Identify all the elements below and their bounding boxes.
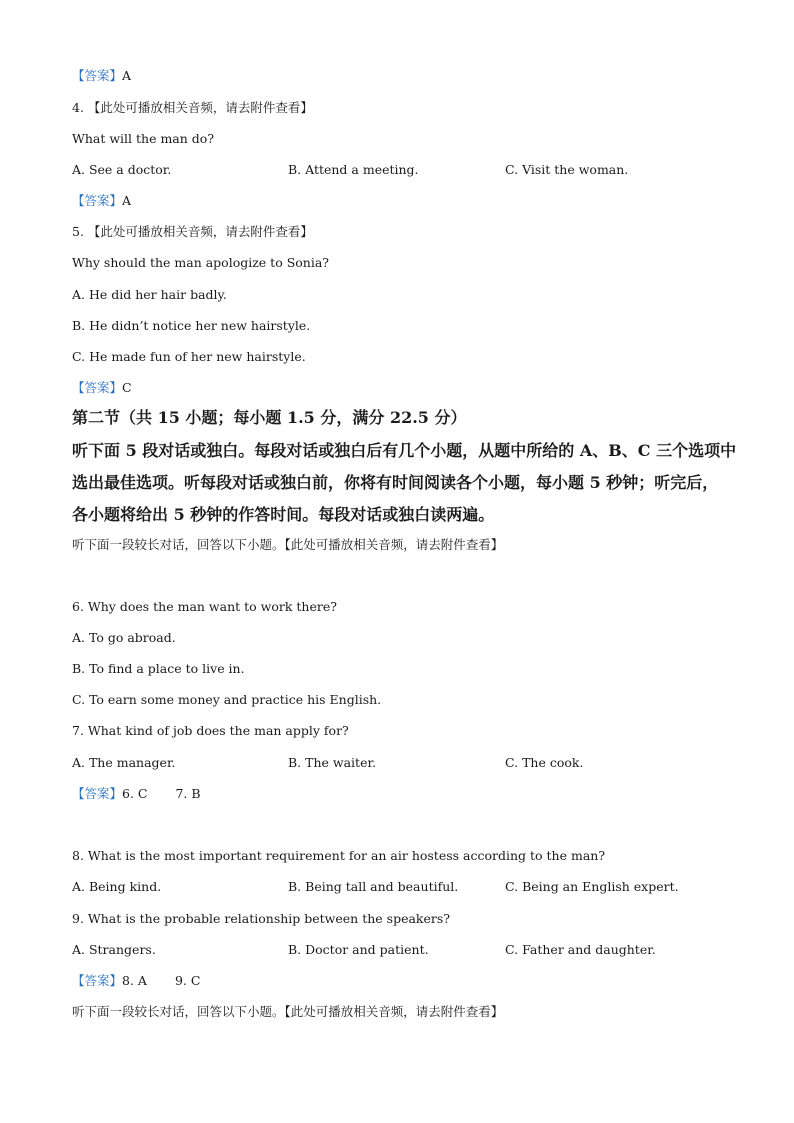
q4-audio-header: 4. 【此处可播放相关音频，请去附件查看】 <box>72 100 313 115</box>
answer-label: 【答案】 <box>72 380 123 395</box>
answer-value-7: 7. B <box>175 786 201 801</box>
dialogue-prompt-2: 听下面一段较长对话，回答以下小题。【此处可播放相关音频，请去附件查看】 <box>72 1004 504 1019</box>
answer-value: A <box>122 68 132 83</box>
q5-option-a: A. He did her hair badly. <box>72 287 227 302</box>
answer-value-8: 8. A <box>122 973 147 988</box>
q7-question: 7. What kind of job does the man apply for? <box>72 723 349 738</box>
q4-option-a: A. See a doctor. <box>72 162 172 177</box>
q5-option-b: B. He didn’t notice her new hairstyle. <box>72 318 311 333</box>
q5-answer-line <box>72 380 132 396</box>
q8-question: 8. What is the most important requirement for an air hostess according to the man? <box>72 848 606 863</box>
answer-value-9: 9. C <box>174 973 201 988</box>
section-instructions-line-1: 听下面 5 段对话或独白。每段对话或独白后有几个小题，从题中所给的 A、B、C 三个选项中 <box>72 441 737 460</box>
section-title: 第二节（共 15 小题；每小题 1.5 分，满分 22.5 分） <box>72 408 467 427</box>
q4-option-b: B. Attend a meeting. <box>288 162 419 177</box>
q7-option-c: C. The cook. <box>505 755 584 770</box>
answer-label: 【答案】 <box>72 68 123 83</box>
answer-label: 【答案】 <box>72 193 123 208</box>
answer-label: 【答案】 <box>72 786 123 801</box>
q9-option-c: C. Father and daughter. <box>505 942 656 957</box>
q9-option-a: A. Strangers. <box>72 942 156 957</box>
q7-option-b: B. The waiter. <box>288 755 377 770</box>
answer-line <box>72 68 131 84</box>
q8-option-a: A. Being kind. <box>72 879 162 894</box>
q9-question: 9. What is the probable relationship between the speakers? <box>72 911 450 926</box>
q6-option-c: C. To earn some money and practice his English. <box>72 692 382 707</box>
q9-option-b: B. Doctor and patient. <box>288 942 429 957</box>
answer-label: 【答案】 <box>72 973 123 988</box>
q4-answer-line <box>72 193 131 209</box>
section-instructions-line-3: 各小题将给出 5 秒钟的作答时间。每段对话或独白读两遍。 <box>72 505 495 524</box>
section-instructions-line-2: 选出最佳选项。听每段对话或独白前，你将有时间阅读各个小题，每小题 5 秒钟；听完后， <box>72 473 719 492</box>
q6-question: 6. Why does the man want to work there? <box>72 599 337 614</box>
q7-option-a: A. The manager. <box>72 755 176 770</box>
q5-option-c: C. He made fun of her new hairstyle. <box>72 349 306 364</box>
q6-option-a: A. To go abroad. <box>72 630 176 645</box>
answer-value: A <box>122 193 132 208</box>
answer-value: C <box>122 380 132 395</box>
q5-audio-header: 5. 【此处可播放相关音频，请去附件查看】 <box>72 224 313 239</box>
dialogue-prompt: 听下面一段较长对话，回答以下小题。【此处可播放相关音频，请去附件查看】 <box>72 537 504 552</box>
q6-option-b: B. To find a place to live in. <box>72 661 245 676</box>
q8-option-c: C. Being an English expert. <box>505 879 679 894</box>
q4-question: What will the man do? <box>72 131 215 146</box>
answer-line-8-9 <box>72 973 200 989</box>
answer-value-6: 6. C <box>122 786 148 801</box>
q4-option-c: C. Visit the woman. <box>505 162 629 177</box>
q8-option-b: B. Being tall and beautiful. <box>288 879 459 894</box>
answer-line-6-7 <box>72 786 201 802</box>
q5-question: Why should the man apologize to Sonia? <box>72 255 329 270</box>
